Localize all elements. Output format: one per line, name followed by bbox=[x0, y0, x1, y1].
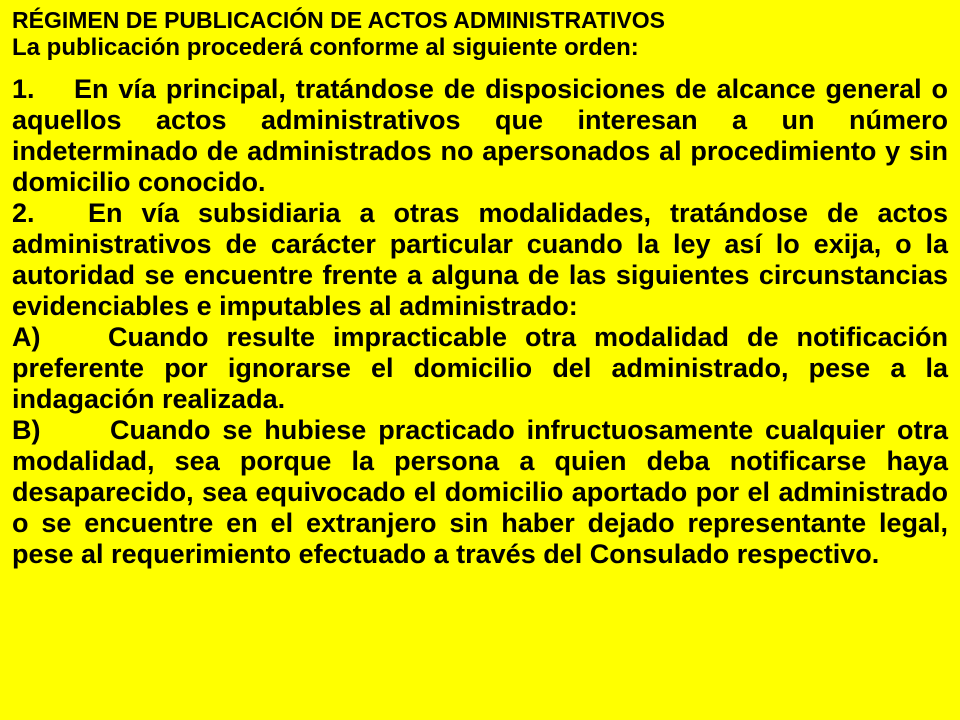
list-text-1: En vía principal, tratándose de disposiciones de alcance general o aquellos actos administrativos que interesan a un número indeterminado de administrados no apersonados al procedimiento y sin domicilio conocido. bbox=[12, 74, 948, 197]
list-marker-b: B) bbox=[12, 415, 41, 445]
list-marker-a: A) bbox=[12, 322, 41, 352]
list-item-b bbox=[12, 415, 948, 570]
list-marker-1: 1. bbox=[12, 74, 35, 104]
list-text-a: Cuando resulte impracticable otra modalidad de notificación preferente por ignorarse el domicilio del administrado, pese a la indagación realizada. bbox=[12, 322, 948, 414]
list-item-a bbox=[12, 322, 948, 415]
list-text-b: Cuando se hubiese practicado infructuosamente cualquier otra modalidad, sea porque la persona a quien deba notificarse haya desaparecido, sea equivocado el domicilio aportado por el administrado o se encuentre en el extranjero sin haber dejado representante legal, pese al requerimiento efectuado a través del Consulado respectivo. bbox=[12, 415, 948, 569]
list-marker-2: 2. bbox=[12, 198, 35, 228]
intro-text: La publicación procederá conforme al siguiente orden: bbox=[12, 34, 639, 61]
list-text-2: En vía subsidiaria a otras modalidades, tratándose de actos administrativos de carácter particular cuando la ley así lo exija, o la autoridad se encuentre frente a alguna de las siguientes circunstancias evidenciables e imputables al administrado: bbox=[12, 198, 948, 321]
list-item-1 bbox=[12, 74, 948, 198]
list-item-2 bbox=[12, 198, 948, 322]
document-title: RÉGIMEN DE PUBLICACIÓN DE ACTOS ADMINISTRATIVOS bbox=[12, 7, 665, 33]
